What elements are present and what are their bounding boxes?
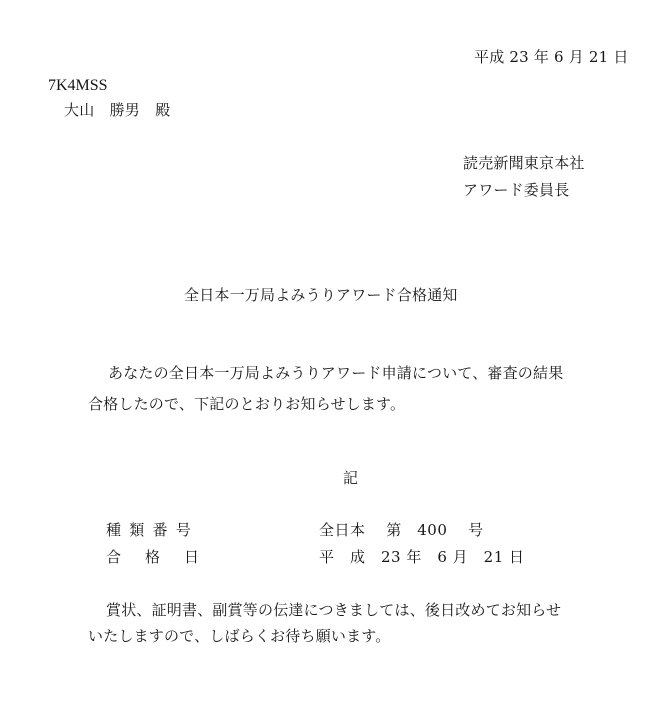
pass-date-value: 平 成 23 年 6 月 21 日 (319, 548, 525, 566)
body-line-1: あなたの全日本一万局よみうりアワード申請について、審査の結果 (108, 364, 564, 382)
body-line-2: 合格したので、下記のとおりお知らせします。 (88, 395, 406, 413)
issue-date: 平成 23 年 6 月 21 日 (474, 48, 629, 66)
sender-organization: 読売新聞東京本社 (463, 154, 585, 172)
closing-line-1: 賞状、証明書、副賞等の伝達につきましては、後日改めてお知らせ (106, 601, 562, 619)
ki-heading: 記 (343, 469, 359, 487)
closing-line-2: いたしますので、しばらくお待ち願います。 (88, 627, 391, 645)
serial-number-label: 種類番号 (106, 521, 200, 539)
sender-role: アワード委員長 (463, 181, 570, 199)
recipient-callsign: 7K4MSS (48, 77, 108, 94)
pass-date-label: 合格日 (106, 548, 224, 566)
recipient-name: 大山 勝男 殿 (64, 101, 171, 119)
document-title: 全日本一万局よみうりアワード合格通知 (184, 286, 458, 304)
serial-number-value: 全日本 第 400 号 (319, 521, 484, 539)
